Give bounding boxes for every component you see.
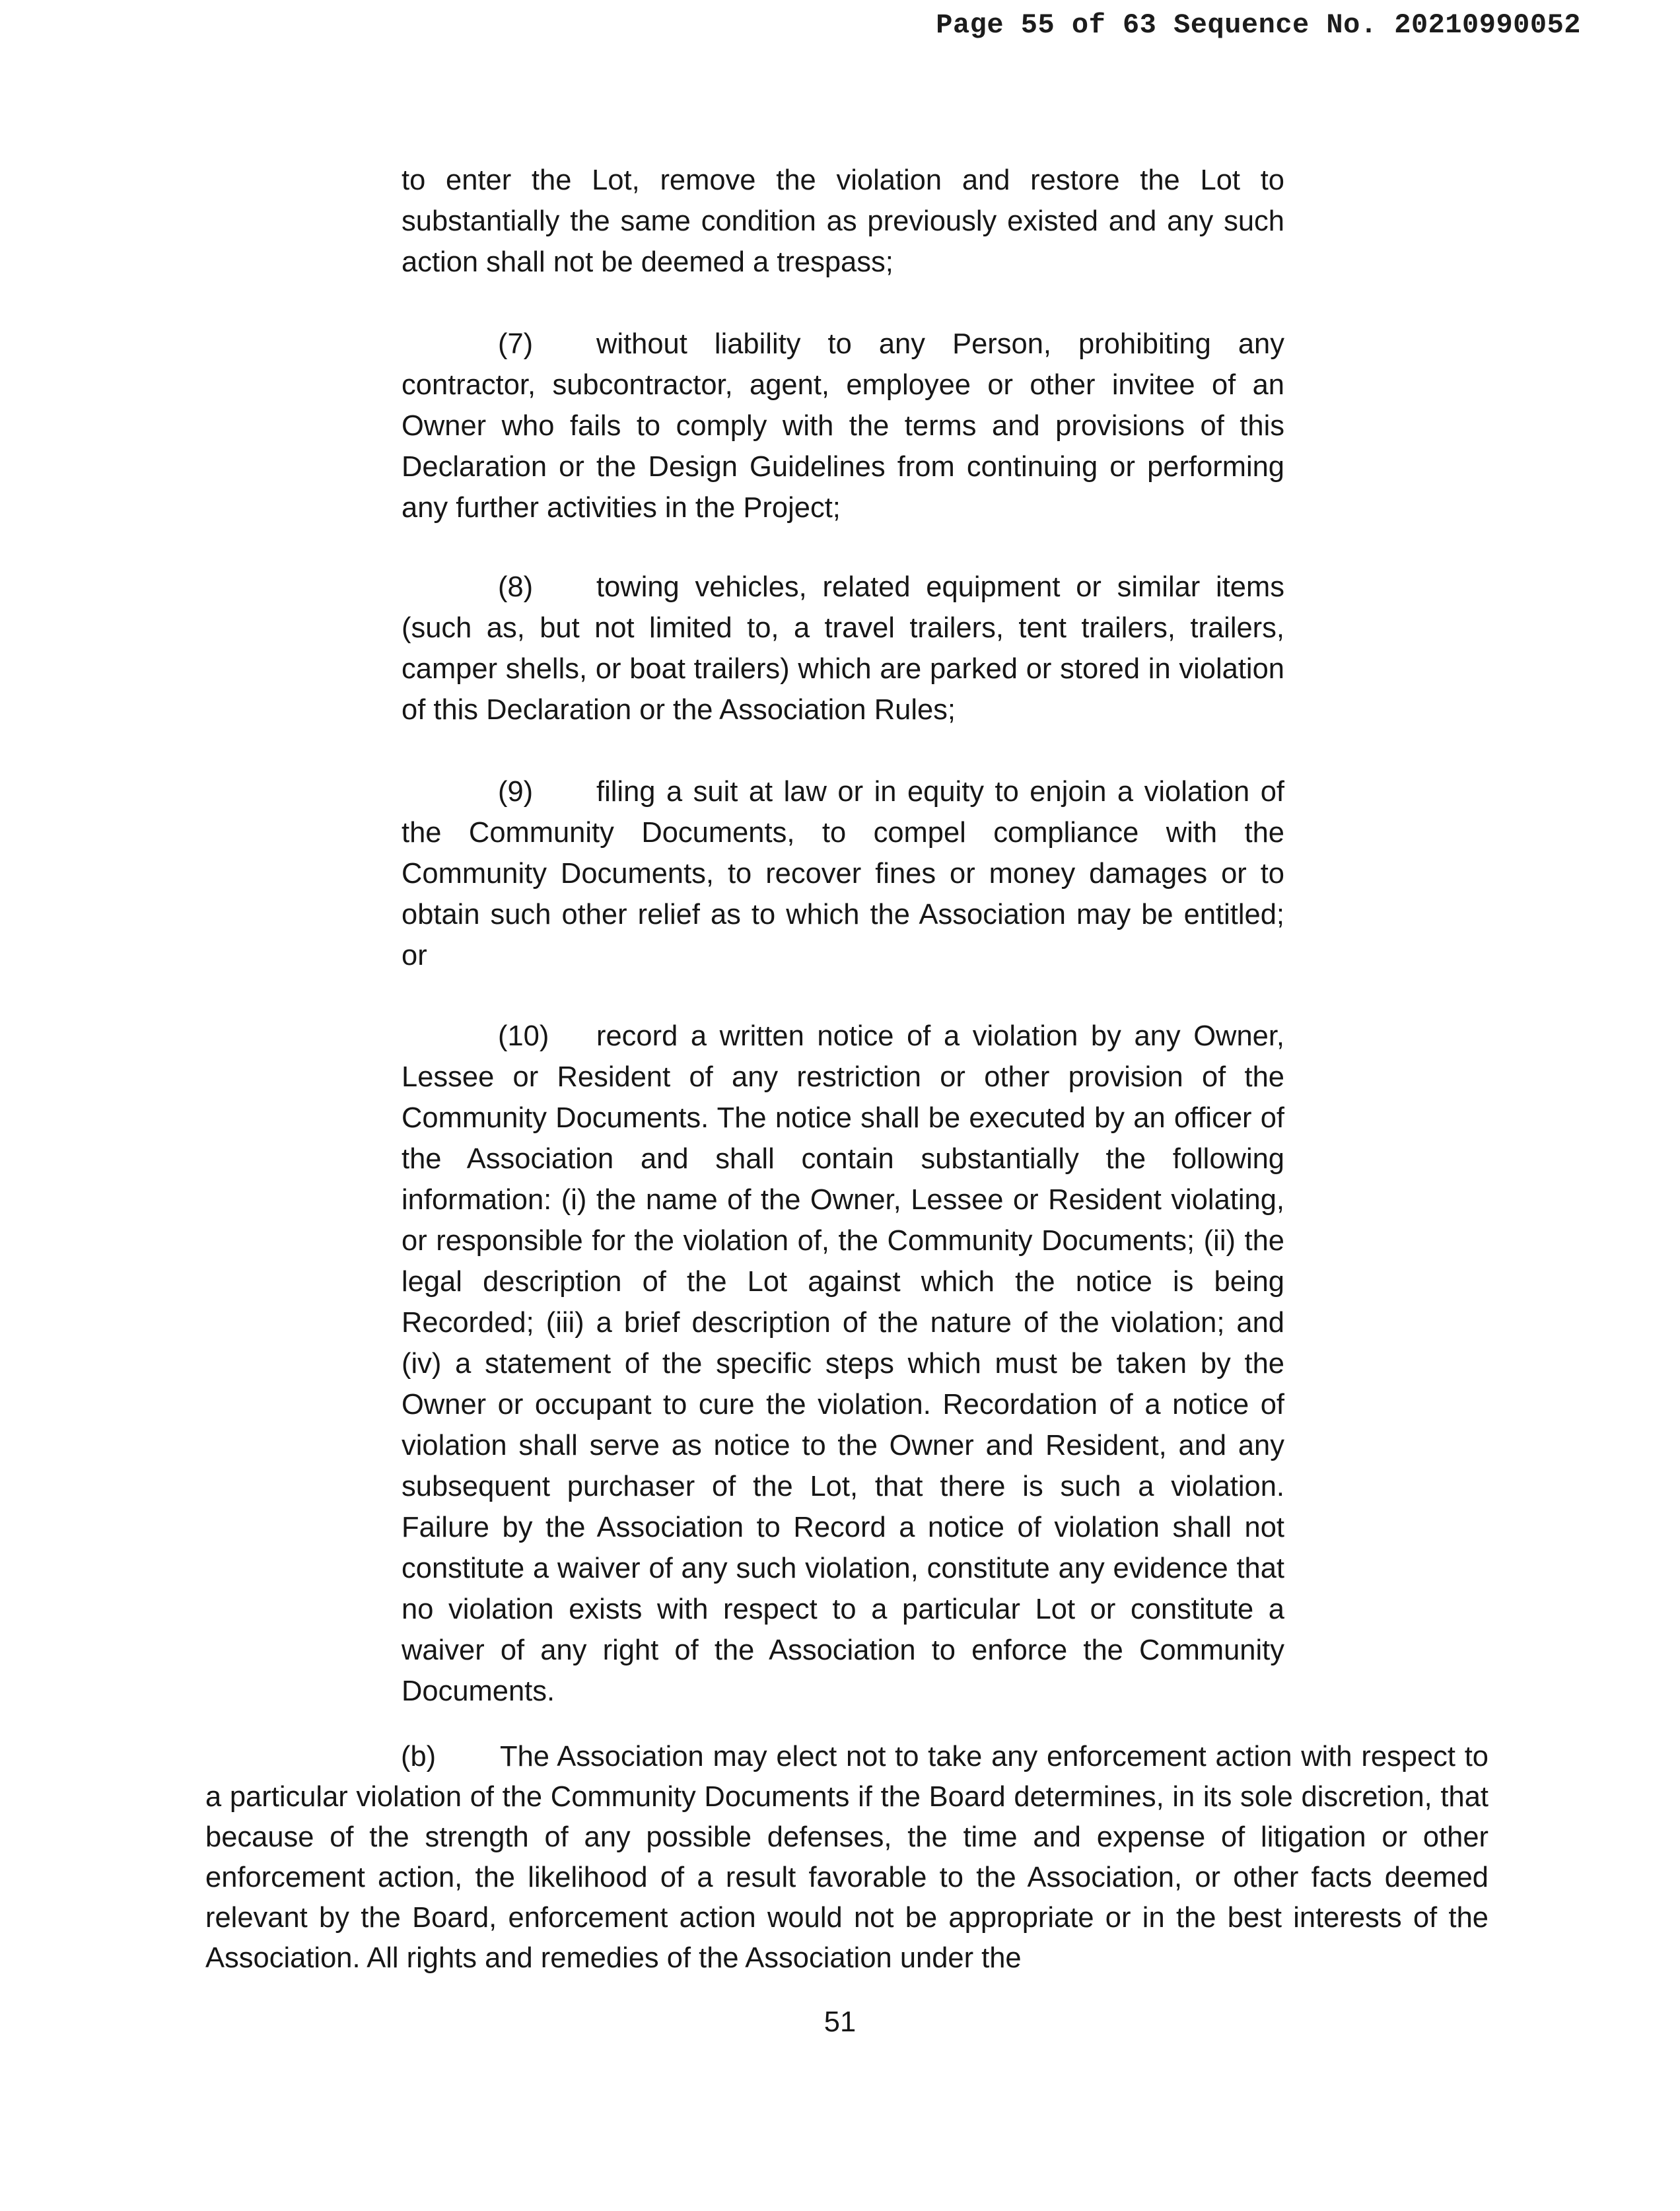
section-b-paragraph [205, 1737, 1488, 1979]
item-text: without liability to any Person, prohibiting any contractor, subcontractor, agent, employee or other invitee of an Owner who fails to comply with the terms and provisions of this Declaration or the Design Guidelines from continuing or performing any further activities in the Project; [402, 328, 1284, 524]
page-number: 51 [823, 2006, 857, 2038]
item-number: (9) [498, 776, 534, 808]
item-text: record a written notice of a violation by any Owner, Lessee or Resident of any restriction or other provision of the Community Documents. The notice shall be executed by an officer of the Association and shall contain substantially the following information: (i) the name of the Owner, Lessee or Resident violating, or responsible for the violation of, the Community Documents; (ii) the legal description of the Lot against which the notice is being Recorded; (iii) a brief description of the nature of the violation; and (iv) a statement of the specific steps which must be taken by the Owner or occupant to cure the violation. Recordation of a notice of violation shall serve as notice to the Owner and Resident, and any subsequent purchaser of the Lot, that there is such a violation. Failure by the Association to Record a notice of violation shall not constitute a waiver of any such violation, constitute any evidence that no violation exists with respect to a particular Lot or constitute a waiver of any right of the Association to enforce the Community Documents. [402, 1020, 1284, 1707]
item-number: (8) [498, 571, 534, 603]
section-b [205, 1737, 1488, 1979]
section-number: (b) [401, 1741, 437, 1772]
item-number: (7) [498, 328, 534, 360]
continued-paragraph [402, 160, 1284, 283]
list-item-paragraph [402, 1016, 1284, 1712]
item-text: filing a suit at law or in equity to enjoin a violation of the Community Documents, to compel compliance with the Community Documents, to recover fines or money damages or to obtain such other relief as to which the Association may be entitled; or [402, 776, 1284, 971]
item-number: (10) [498, 1020, 549, 1052]
list-item-10 [402, 1016, 1284, 1712]
recording-header: Page 55 of 63 Sequence No. 20210990052 [936, 9, 1581, 41]
list-item-7 [402, 324, 1284, 528]
list-item-paragraph [402, 771, 1284, 976]
list-item-8 [402, 567, 1284, 730]
section-text: The Association may elect not to take any enforcement action with respect to a particular violation of the Community Documents if the Board determines, in its sole discretion, that because of the strength of any possible defenses, the time and expense of litigation or other enforcement action, the likelihood of a result favorable to the Association, or other facts deemed relevant by the Board, enforcement action would not be appropriate or in the best interests of the Association. All rights and remedies of the Association under the [205, 1741, 1488, 1974]
paragraph-text: to enter the Lot, remove the violation and restore the Lot to substantially the same condition as previously existed and any such action shall not be deemed a trespass; [402, 164, 1284, 278]
list-item-9 [402, 771, 1284, 976]
list-item-paragraph [402, 567, 1284, 730]
item-text: towing vehicles, related equipment or similar items (such as, but not limited to, a travel trailers, tent trailers, trailers, camper shells, or boat trailers) which are parked or stored in violation of this Declaration or the Association Rules; [402, 571, 1284, 726]
list-item-paragraph [402, 324, 1284, 528]
